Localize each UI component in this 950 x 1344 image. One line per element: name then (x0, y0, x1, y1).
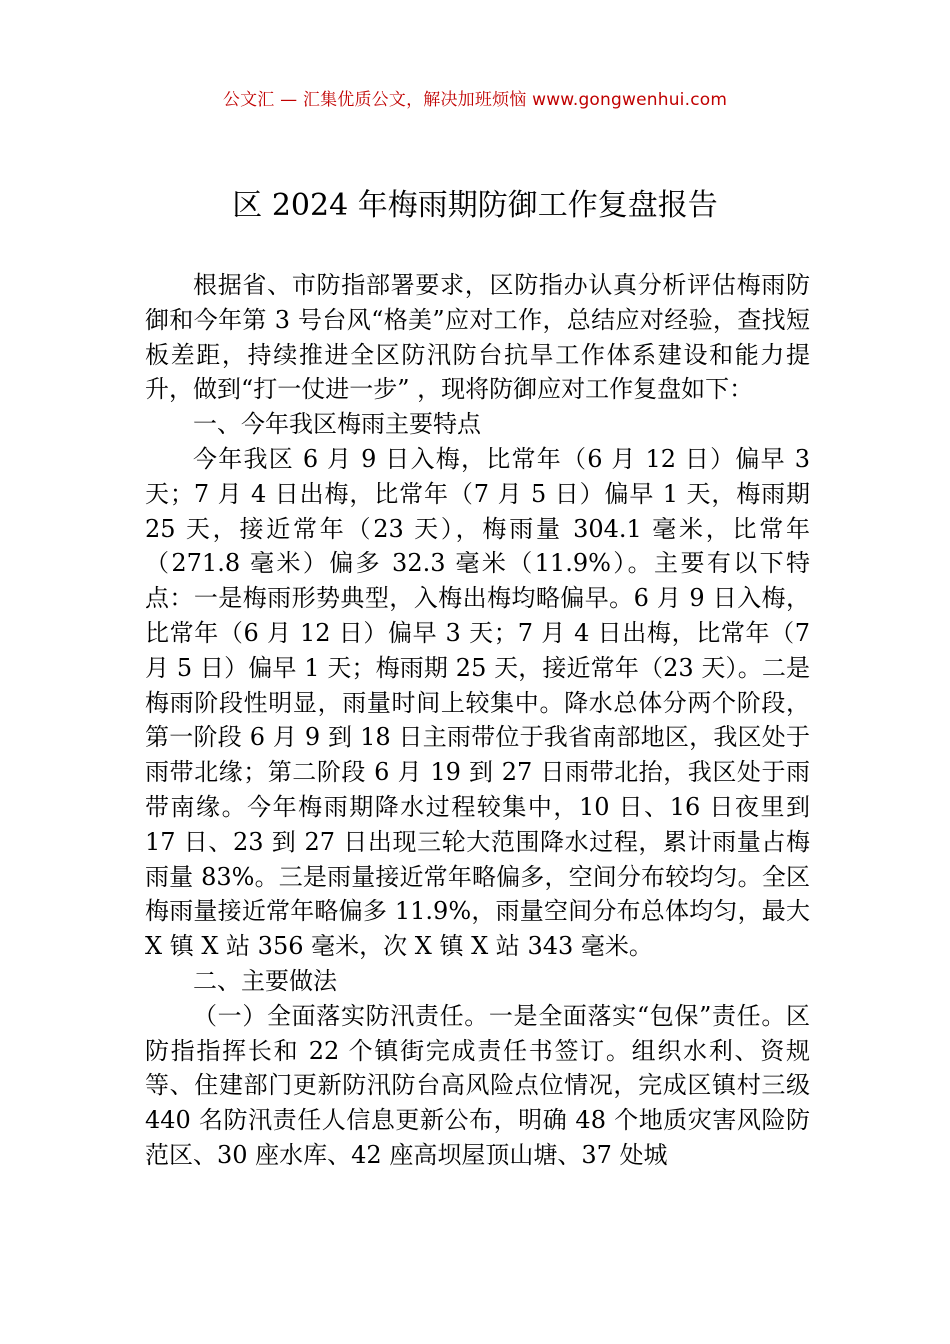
document-title: 区 2024 年梅雨期防御工作复盘报告 (232, 188, 718, 223)
section-2-heading: 二、主要做法 (193, 966, 337, 995)
section-1-paragraph: 今年我区 6 月 9 日入梅，比常年（6 月 12 日）偏早 3 天；7 月 4 日出梅，比常年（7 月 5 日）偏早 1 天，梅雨期 25 天，接近常年（23 天），梅雨量 304.1 毫米，比常年（271.8 毫米）偏多 32.3 毫米（11.9%）。主要有以下特点：一是梅雨形势典型，入梅出梅均略偏早。6 月 9 日入梅，比常年（6 月 12 日）偏早 3 天；7 月 4 日出梅，比常年（7 月 5 日）偏早 1 天；梅雨期 25 天，接近常年（23 天）。二是梅雨阶段性明显，雨量时间上较集中。降水总体分两个阶段，第一阶段 6 月 9 到 18 日主雨带位于我省南部地区，我区处于雨带北缘；第二阶段 6 月 19 到 27 日雨带北抬，我区处于雨带南缘。今年梅雨期降水过程较集中，10 日、16 日夜里到 17 日、23 到 27 日出现三轮大范围降水过程，累计雨量占梅雨量 83%。三是雨量接近常年略偏多，空间分布较均匀。全区梅雨量接近常年略偏多 11.9%，雨量空间分布总体均匀，最大 X 镇 X 站 356 毫米，次 X 镇 X 站 343 毫米。 (145, 444, 810, 961)
section-1-heading: 一、今年我区梅雨主要特点 (193, 410, 481, 439)
section-2-paragraph: （一）全面落实防汛责任。一是全面落实“包保”责任。区防指指挥长和 22 个镇街完成责任书签订。组织水利、资规等、住建部门更新防汛防台高风险点位情况，完成区镇村三级 440 名防汛责任人信息更新公布，明确 48 个地质灾害风险防范区、30 座水库、42 座高坝屋顶山塘、37 处城 (145, 1001, 810, 1169)
header-banner: 公文汇 — 汇集优质公文，解决加班烦恼 www.gongwenhui.com (222, 90, 728, 110)
document-body (145, 268, 810, 1173)
intro-paragraph: 根据省、市防指部署要求，区防指办认真分析评估梅雨防御和今年第 3 号台风“格美”应对工作，总结应对经验，查找短板差距，持续推进全区防汛防台抗旱工作体系建设和能力提升，做到“打一仗进一步” ，现将防御应对工作复盘如下： (145, 271, 810, 404)
